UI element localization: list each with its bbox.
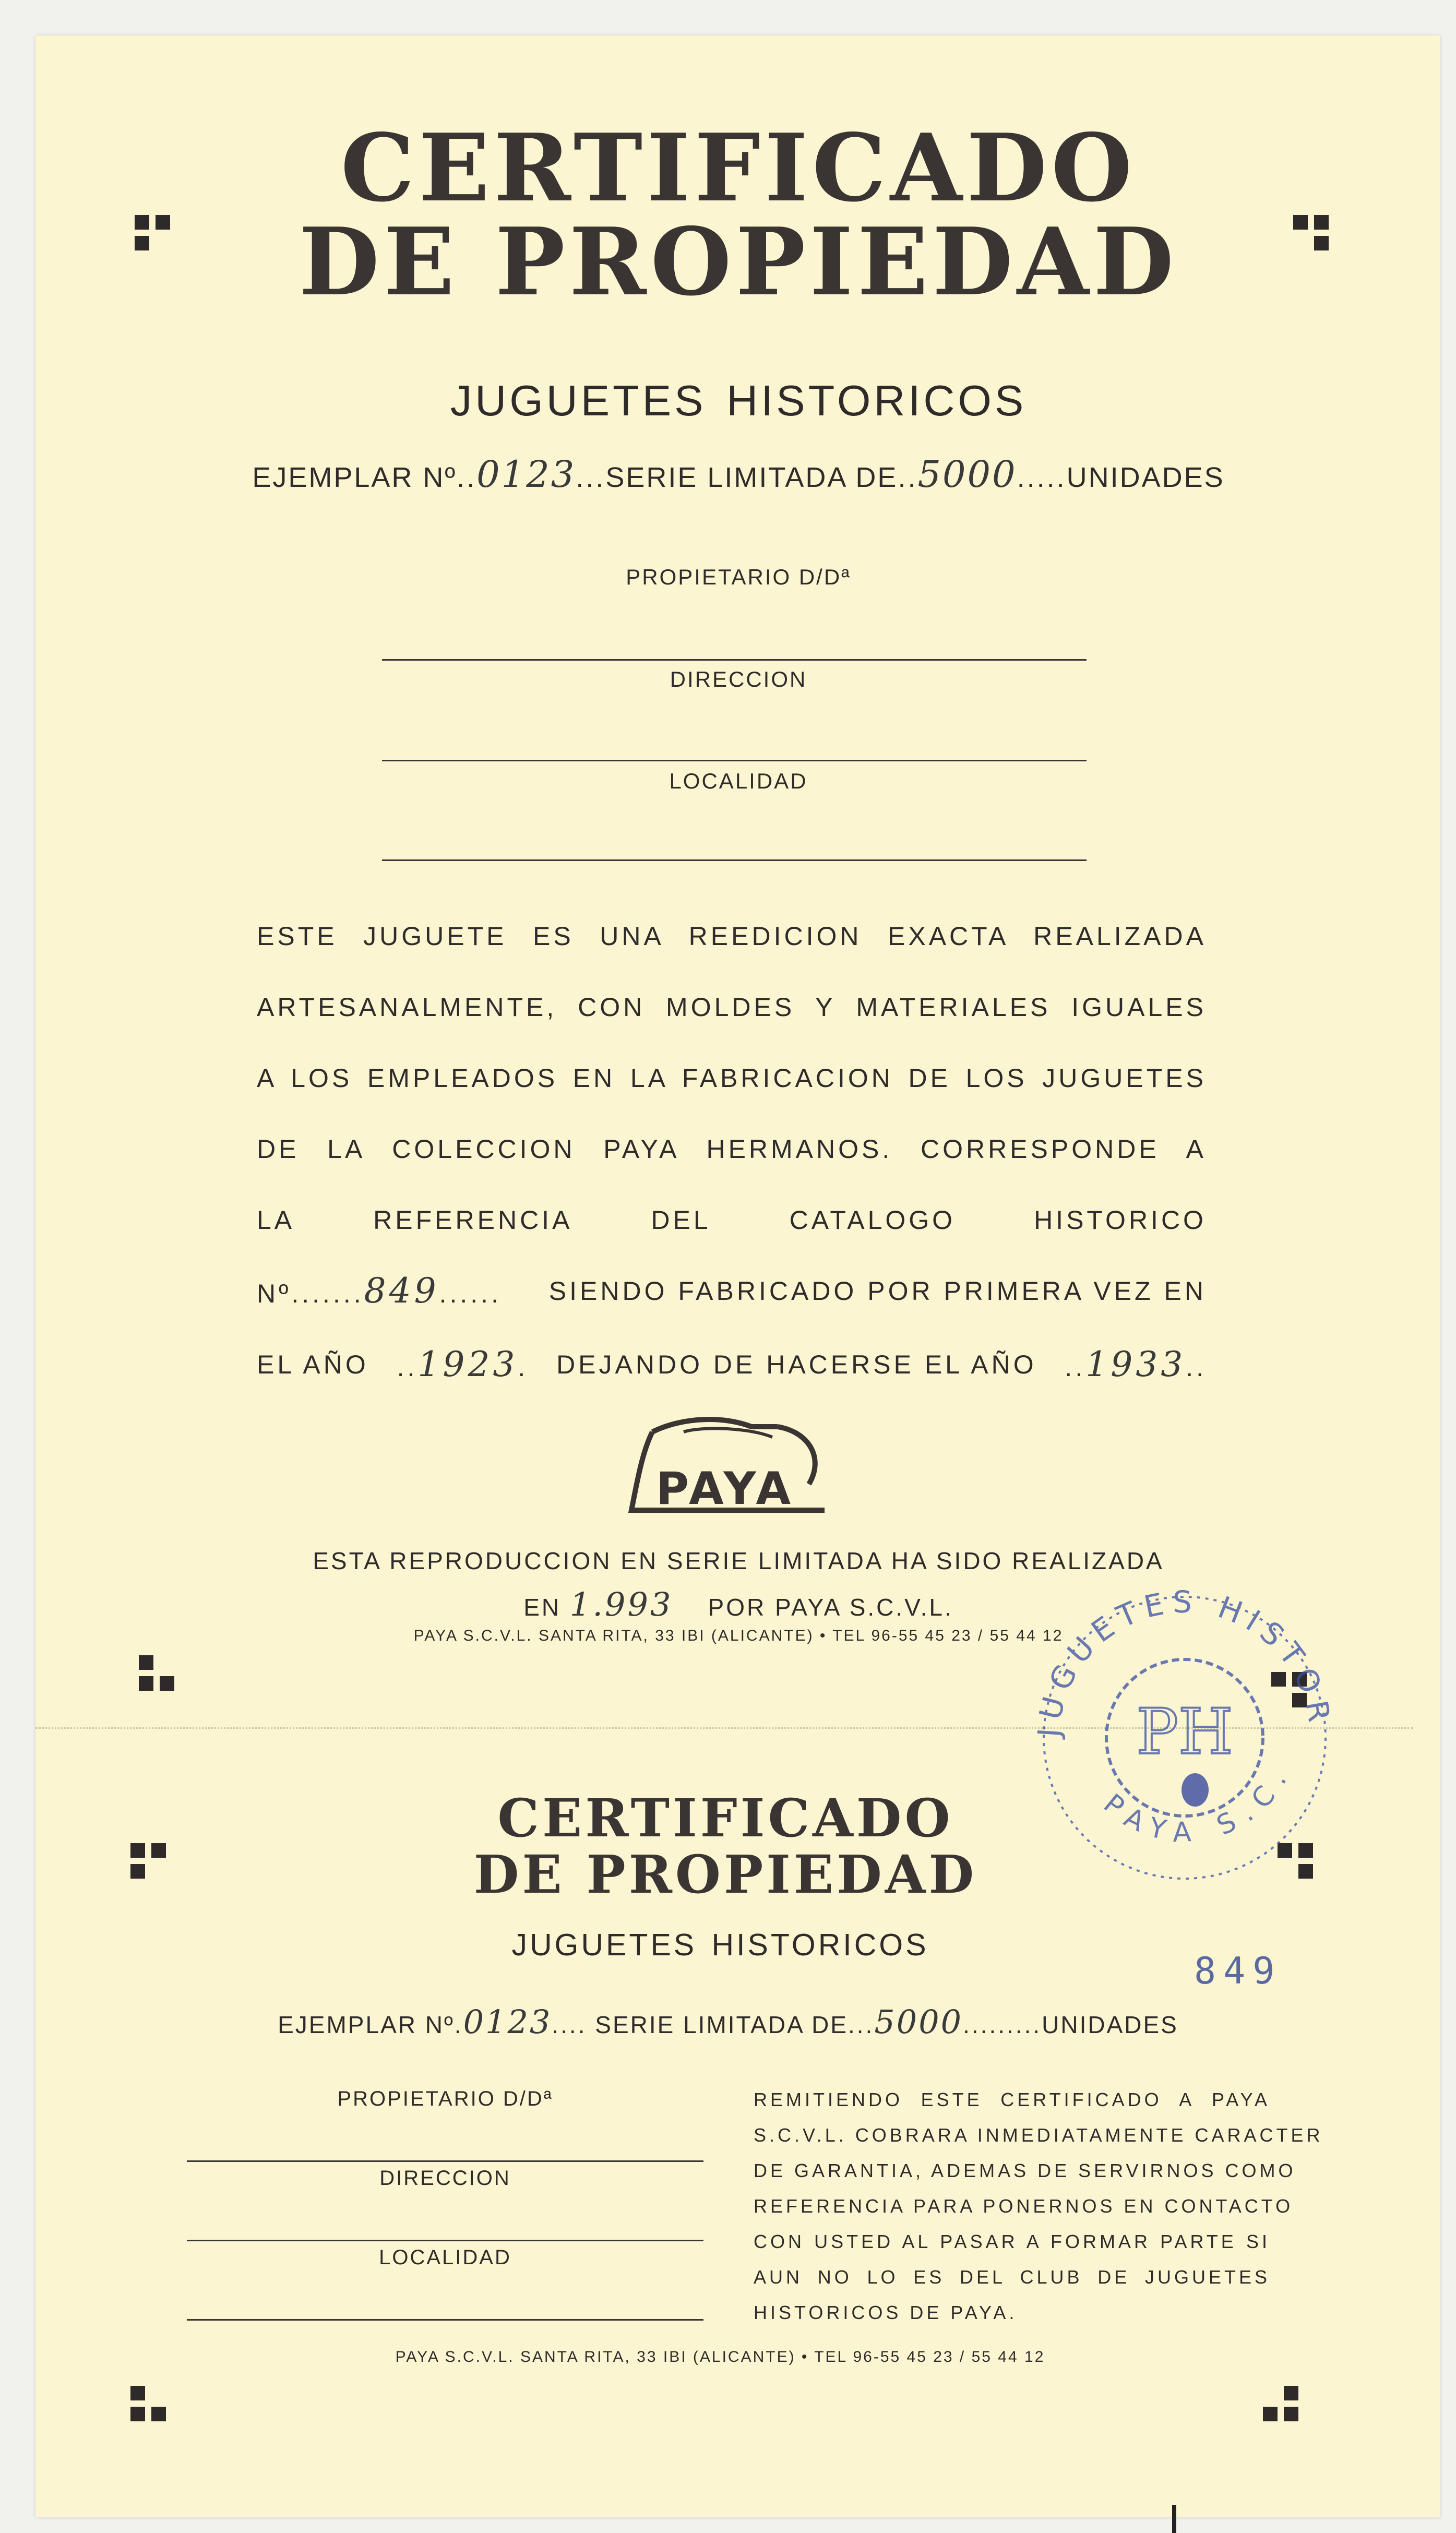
- stub-subtitle: juguetes historicos: [511, 1916, 929, 1965]
- ink-stamp: [1023, 1566, 1346, 1889]
- paya-logo: [621, 1411, 830, 1521]
- stub-ejemplar-value: 0123: [463, 2003, 552, 2041]
- reproduction-year-line: EN 1.993 POR PAYA S.C.V.L.: [523, 1585, 953, 1623]
- localidad-label: LOCALIDAD: [669, 769, 808, 793]
- propietario-label: PROPIETARIO D/Dª: [626, 565, 851, 589]
- reproduction-year: 1.993: [569, 1585, 673, 1623]
- corner-ornament: [1263, 2386, 1305, 2428]
- stub-propietario-label: PROPIETARIO D/Dª: [337, 2087, 553, 2110]
- ejemplar-label: EJEMPLAR Nº: [252, 462, 457, 493]
- direccion-label: DIRECCION: [670, 667, 807, 691]
- stamped-number: 849: [1194, 1950, 1282, 1992]
- stamp-ring-text: JUGUETES HISTOR: [1031, 1584, 1339, 1738]
- certificate-subtitle: juguetes historicos: [450, 360, 1027, 429]
- edge-mark: [1172, 2505, 1176, 2533]
- serie-value: 5000: [917, 453, 1017, 496]
- stub-direccion-label: DIRECCION: [379, 2167, 511, 2190]
- catalog-number: 849: [364, 1271, 439, 1311]
- first-year: 1923: [417, 1344, 518, 1384]
- corner-ornament: [139, 1655, 181, 1697]
- stub-address-line: PAYA S.C.V.L. SANTA RITA, 33 IBI (ALICANTE) • TEL 96-55 45 23 / 55 44 12: [395, 2348, 1045, 2365]
- stub-direccion-line: [187, 2240, 703, 2241]
- stub-propietario-line: [187, 2160, 703, 2162]
- stub-ejemplar-row: EJEMPLAR Nº.0123.... SERIE LIMITADA DE...5000.........UNIDADES: [278, 2003, 1178, 2041]
- ejemplar-row: EJEMPLAR Nº..0123...SERIE LIMITADA DE..5000.....UNIDADES: [252, 453, 1225, 496]
- stub-localidad-label: LOCALIDAD: [379, 2246, 511, 2269]
- serie-label: SERIE LIMITADA DE: [605, 462, 898, 493]
- remit-paragraph: REMITIENDO ESTE CERTIFICADO A PAYA S.C.V.L. COBRARA INMEDIATAMENTE CARACTER DE GARANTIA, ADEMAS DE SERVIRNOS COMO REFERENCIA PARA PONERNOS EN CONTACTO CON USTED AL PASAR A FORMAR PARTE SI AUN NO LO ES DEL CLUB DE JUGUETES HISTORICOS DE PAYA.: [754, 2089, 1323, 2323]
- stamp-bottom-text: PAYA S.C.: [1097, 1757, 1298, 1849]
- stamp-monogram: PH: [1136, 1696, 1233, 1769]
- stub-serie-value: 5000: [874, 2003, 963, 2041]
- direccion-line: [382, 760, 1087, 761]
- reproduction-line: ESTA REPRODUCCION EN SERIE LIMITADA HA SIDO REALIZADA: [313, 1547, 1164, 1574]
- last-year: 1933: [1085, 1344, 1186, 1384]
- certificate-title: CERTIFICADO DE PROPIEDAD: [299, 113, 1178, 316]
- corner-ornament: [130, 2386, 172, 2428]
- propietario-line: [382, 659, 1087, 661]
- stub-localidad-line: [187, 2319, 703, 2321]
- description-paragraph: ESTE JUGUETE ES UNA REEDICION EXACTA REALIZADA ARTESANALMENTE, CON MOLDES Y MATERIALES IGUALES A LOS EMPLEADOS EN LA FABRICACION DE LOS JUGUETES DE LA COLECCION PAYA HERMANOS. CORRESPONDE A LA REFERENCIA DEL CATALOGO HISTORICO Nº.......849...... SIENDO FABRICADO POR PRIMERA VEZ EN EL AÑO ..1923. DEJANDO DE HACERSE EL AÑO ..1933..: [257, 922, 1207, 1384]
- localidad-line: [382, 859, 1087, 861]
- logo-text: PAYA: [655, 1463, 795, 1515]
- stub-title: CERTIFICADO DE PROPIEDAD: [473, 1787, 977, 1905]
- ejemplar-value: 0123: [476, 453, 576, 496]
- address-line: PAYA S.C.V.L. SANTA RITA, 33 IBI (ALICANTE) • TEL 96-55 45 23 / 55 44 12: [413, 1627, 1064, 1644]
- unidades-label: UNIDADES: [1066, 462, 1225, 493]
